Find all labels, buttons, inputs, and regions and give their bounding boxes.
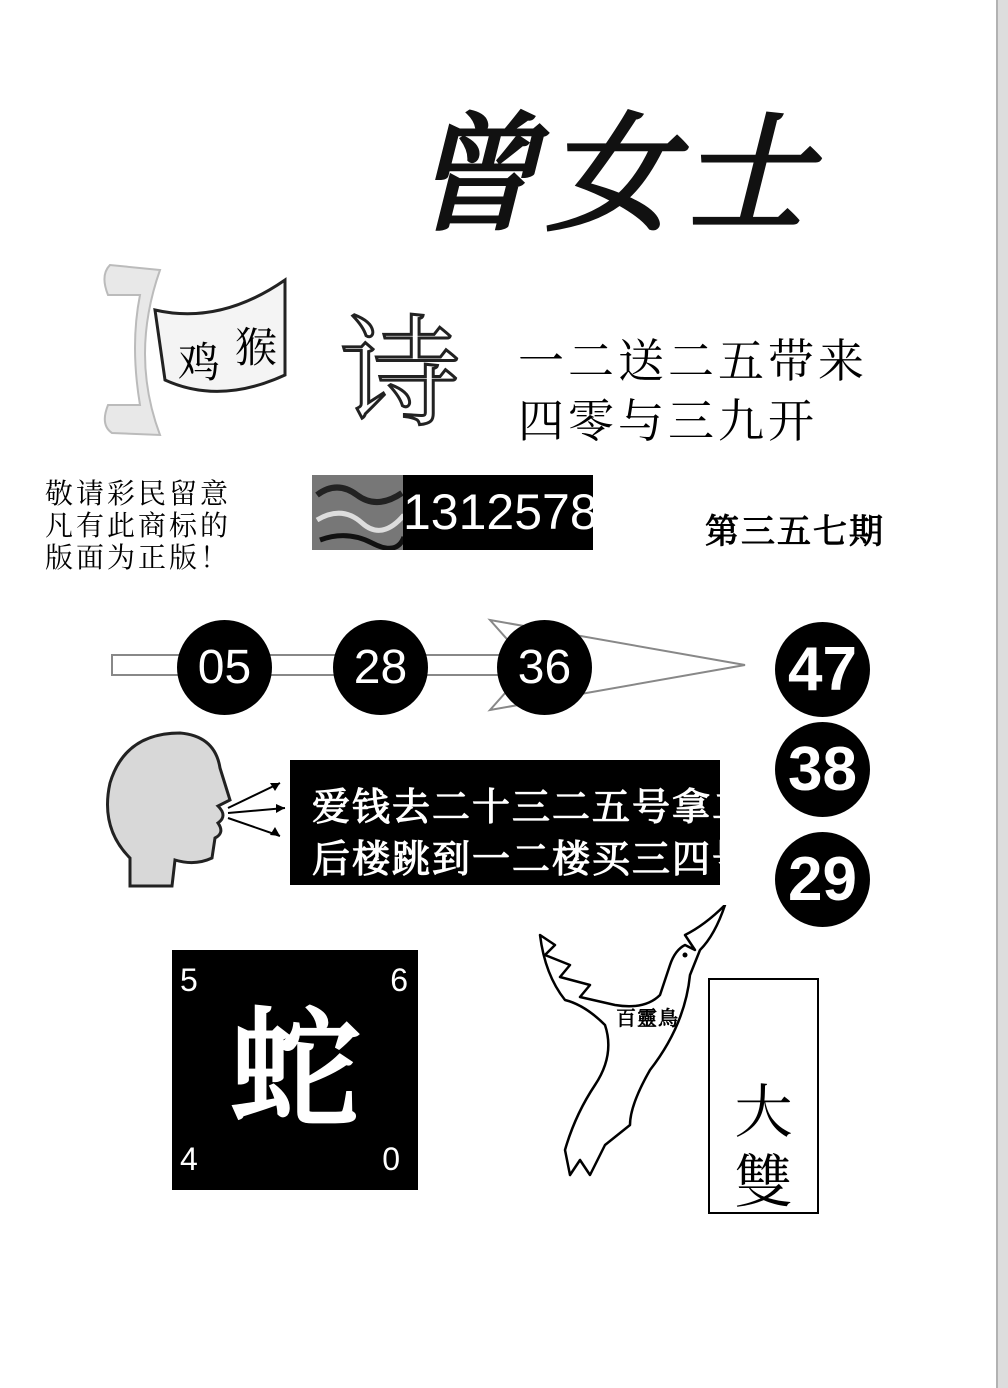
side-ball-3: 29 [775, 832, 870, 927]
notice-line-3: 版面为正版！ [45, 541, 232, 574]
corner-top-right: 6 [390, 962, 408, 998]
message-line-1: 爱钱去二十三二五号拿二 [312, 785, 753, 829]
authenticity-notice [45, 478, 305, 574]
arrow-ball-3: 36 [497, 620, 592, 715]
notice-line-2: 凡有此商标的 [45, 509, 232, 542]
trademark-stamp-icon [312, 475, 407, 550]
poem-line-2: 四零与三九开 [518, 394, 818, 448]
message-box [290, 760, 753, 885]
arrow-ball-2: 28 [333, 620, 428, 715]
parity-label: 雙 [734, 1148, 793, 1216]
side-ball-2: 38 [775, 722, 870, 817]
speaking-head-icon [100, 728, 300, 888]
poem-label: 诗 [340, 305, 460, 444]
corner-bottom-right: 0 [382, 1141, 400, 1177]
zodiac-box [172, 950, 418, 1190]
size-parity-box [708, 978, 819, 1214]
code-box: 1312578 [403, 475, 593, 550]
arrow-ball-1: 05 [177, 620, 272, 715]
dove-icon [535, 905, 735, 1185]
message-line-2: 后楼跳到一二楼买三四号 [312, 837, 753, 881]
zodiac-right: 猴 [235, 323, 278, 372]
notice-line-1: 敬请彩民留意 [45, 477, 232, 510]
issue-number: 第三五七期 [705, 512, 885, 552]
zodiac-left: 鸡 [178, 338, 221, 387]
zodiac-animal: 蛇 [229, 993, 360, 1146]
page-edge-shadow [960, 0, 1008, 1388]
side-ball-1: 47 [775, 622, 870, 717]
bird-label: 百靈鳥 [616, 1006, 679, 1030]
corner-top-left: 5 [180, 962, 198, 998]
corner-bottom-left: 4 [180, 1141, 198, 1177]
size-label: 大 [734, 1078, 793, 1146]
page-title: 曾女士 [410, 100, 819, 250]
poem-line-1: 一二送二五带来 [518, 334, 868, 388]
